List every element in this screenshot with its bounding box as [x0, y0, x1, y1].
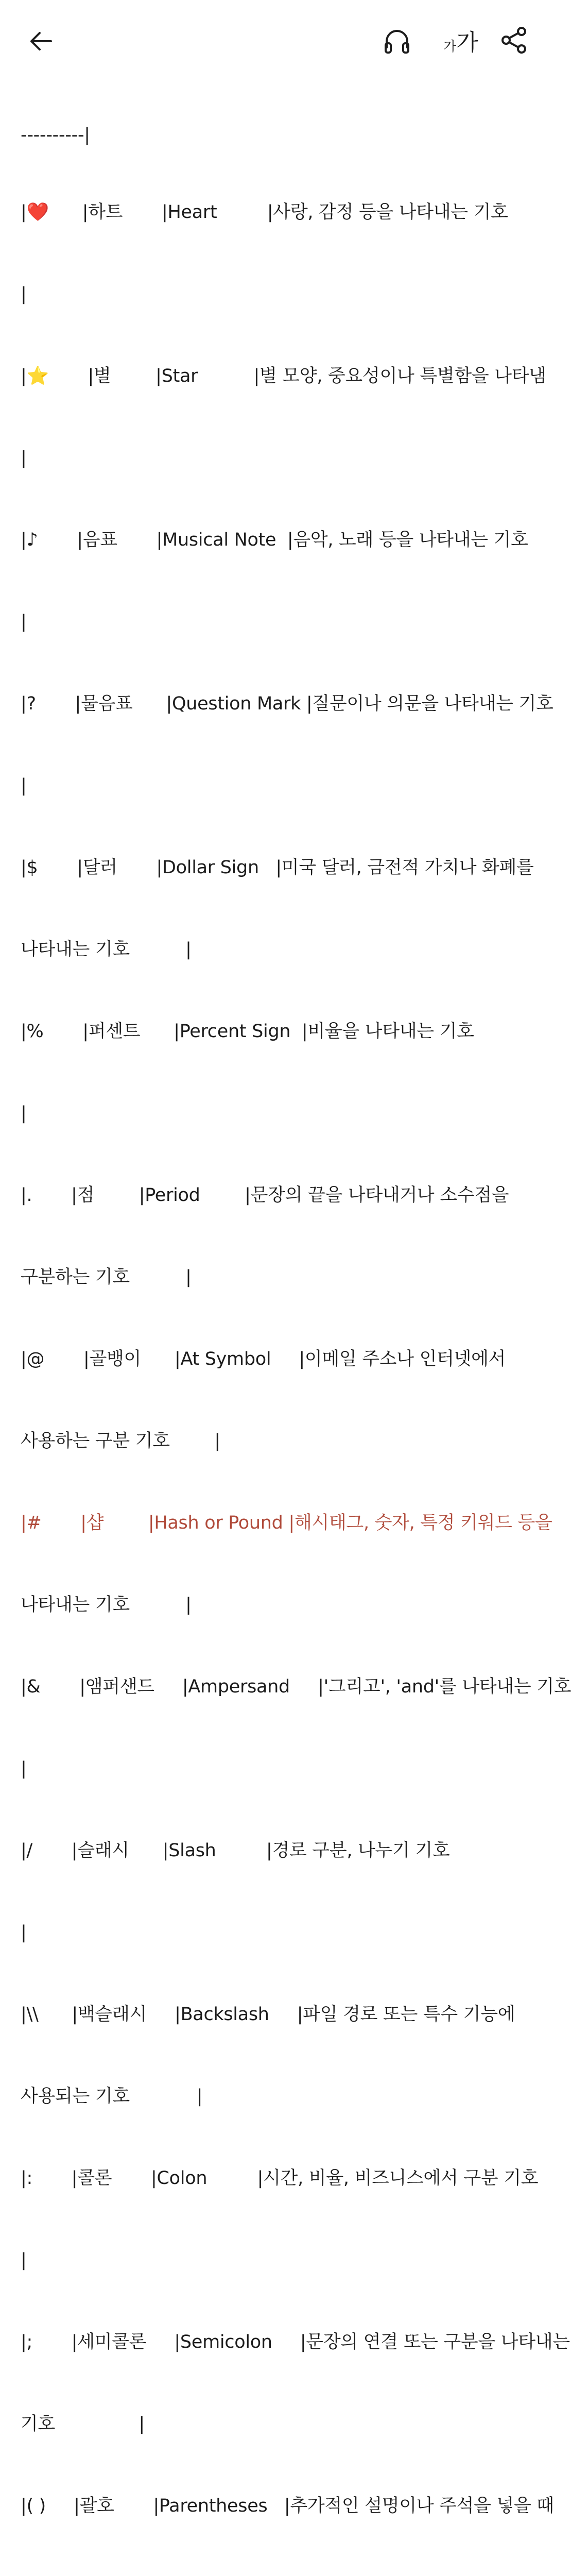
text-line: |? |물음표 |Question Mark |질문이나 의문을 나타내는 기호: [21, 693, 553, 714]
text-line: |⭐ |별 |Star |별 모양, 중요성이나 특별함을 나타냄: [21, 366, 546, 386]
article-content: [21, 71, 571, 2576]
text-line: ----------|: [21, 125, 90, 145]
text-line: |/ |슬래시 |Slash |경로 구분, 나누기 기호: [21, 1840, 450, 1861]
text-line: |& |앰퍼샌드 |Ampersand |'그리고', 'and'를 나타내는 기호: [21, 1676, 571, 1697]
text-line: |: [21, 2250, 27, 2270]
text-line: 사용하는 구분 기호 |: [21, 1431, 220, 1451]
text-line: 사용되는 기호 |: [21, 2086, 203, 2107]
text-size-big-glyph: 가: [456, 29, 478, 56]
text-line: |: |콜론 |Colon |시간, 비율, 비즈니스에서 구분 기호: [21, 2168, 539, 2189]
text-line: |: [21, 284, 27, 304]
text-line: |# |샵 |Hash or Pound |해시태그, 숫자, 특정 키워드 등을: [21, 1513, 552, 1533]
text-line: |: [21, 775, 27, 796]
text-line: |♪ |음표 |Musical Note |음악, 노래 등을 나타내는 기호: [21, 530, 528, 550]
text-line: |: [21, 448, 27, 468]
share-icon: [499, 26, 528, 55]
text-line: |: [21, 1922, 27, 1943]
text-size-small-glyph: 가: [443, 39, 457, 55]
text-line: |: [21, 612, 27, 632]
text-line: |: [21, 1758, 27, 1779]
text-line: |( ) |괄호 |Parentheses |추가적인 설명이나 주석을 넣을 때: [21, 2496, 554, 2516]
arrow-left-icon: [28, 28, 54, 54]
text-line: |: [21, 1103, 27, 1124]
text-line: 기호 |: [21, 2414, 145, 2434]
text-line: 구분하는 기호 |: [21, 1267, 192, 1287]
text-line: |❤️ |하트 |Heart |사랑, 감정 등을 나타내는 기호: [21, 202, 508, 223]
text-line: |% |퍼센트 |Percent Sign |비율을 나타내는 기호: [21, 1021, 474, 1042]
text-line: |. |점 |Period |문장의 끝을 나타내거나 소수점을: [21, 1185, 509, 1206]
share-button[interactable]: [493, 20, 534, 61]
text-line: |$ |달러 |Dollar Sign |미국 달러, 금전적 가치나 화폐를: [21, 857, 534, 878]
text-line: 나타내는 기호 |: [21, 939, 192, 960]
text-line: |@ |골뱅이 |At Symbol |이메일 주소나 인터넷에서: [21, 1349, 506, 1369]
headphones-icon: [382, 26, 412, 57]
text-size-button[interactable]: [432, 20, 489, 61]
listen-button[interactable]: [376, 21, 418, 62]
text-line: |\\ |백슬래시 |Backslash |파일 경로 또는 특수 기능에: [21, 2004, 515, 2025]
text-line: |; |세미콜론 |Semicolon |문장의 연결 또는 구분을 나타내는: [21, 2332, 570, 2352]
top-app-bar: [0, 0, 556, 77]
text-line: 나타내는 기호 |: [21, 1595, 192, 1615]
back-button[interactable]: [21, 21, 62, 62]
